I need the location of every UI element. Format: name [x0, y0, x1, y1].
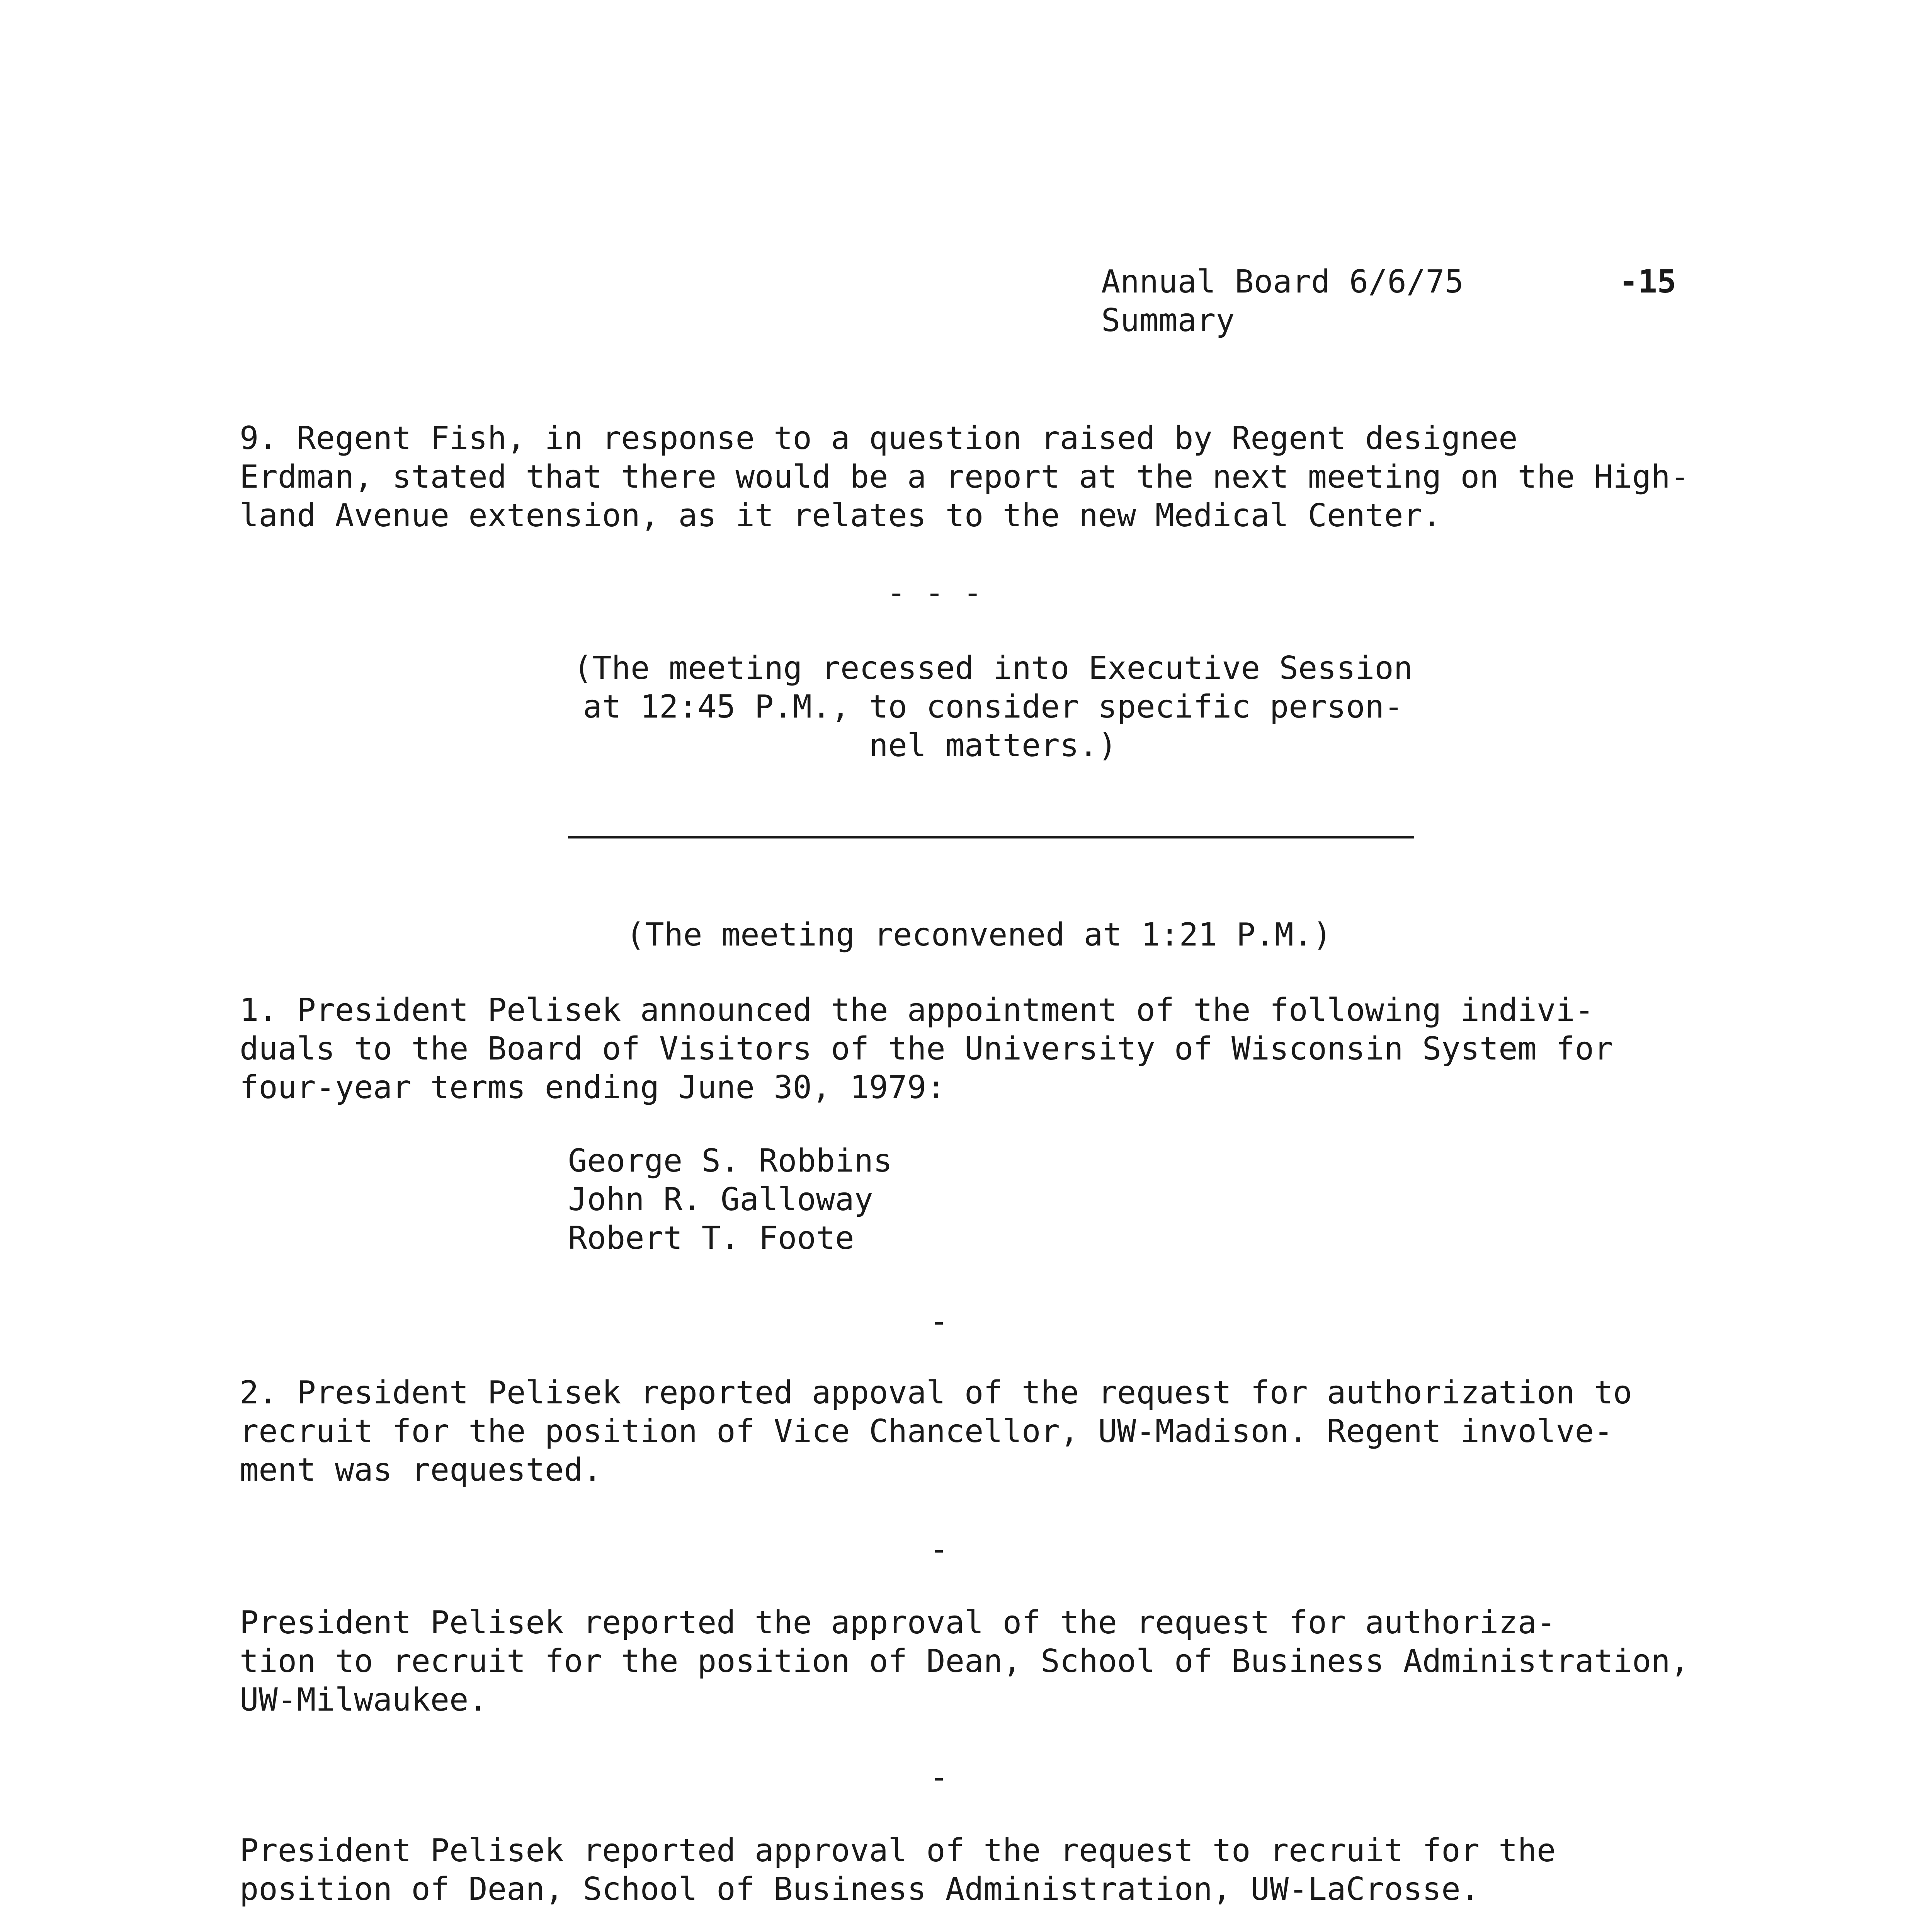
reconvened-notice: (The meeting reconvened at 1:21 P.M.) — [626, 917, 1332, 953]
recess-notice: (The meeting recessed into Executive Session at 12:45 P.M., to consider specific person- nel matters.) — [573, 650, 1413, 764]
separator-dash: - — [929, 1303, 949, 1340]
horizontal-rule — [568, 836, 1414, 838]
paragraph-item-2b: President Pelisek reported the approval of the request for authoriza- tion to recruit for the position of Dean, School of Business Administration, UW-Milwaukee. — [240, 1604, 1689, 1718]
paragraph-item-9: 9. Regent Fish, in response to a question raised by Regent designee Erdman, stated that there would be a report at the next meeting on the High- land Avenue extension, as it relates to the new Medical Center. — [240, 420, 1689, 534]
separator-triple-dash: - - - — [887, 575, 982, 611]
paragraph-item-1: 1. President Pelisek announced the appointment of the following indivi- duals to the Board of Visitors of the University of Wisconsin System for four-year terms ending June 30, 1979: — [240, 992, 1613, 1106]
appointee-name: Robert T. Foote — [568, 1220, 854, 1257]
header-title: Annual Board 6/6/75 — [1101, 264, 1464, 300]
separator-dash: - — [929, 1759, 949, 1796]
appointee-name: George S. Robbins — [568, 1143, 893, 1179]
header-page-ref: -15 — [1619, 264, 1677, 300]
paragraph-item-2c: President Pelisek reported approval of the request to recruit for the position of Dean, School of Business Administration, UW-LaCrosse. — [240, 1832, 1556, 1908]
appointee-list — [568, 1142, 892, 1258]
separator-dash: - — [929, 1531, 949, 1568]
appointee-name: John R. Galloway — [568, 1181, 873, 1218]
paragraph-item-2: 2. President Pelisek reported appoval of the request for authorization to recruit for the position of Vice Chancellor, UW-Madison. Regent involve- ment was requested. — [240, 1374, 1632, 1488]
header-subtitle: Summary — [1101, 302, 1235, 339]
